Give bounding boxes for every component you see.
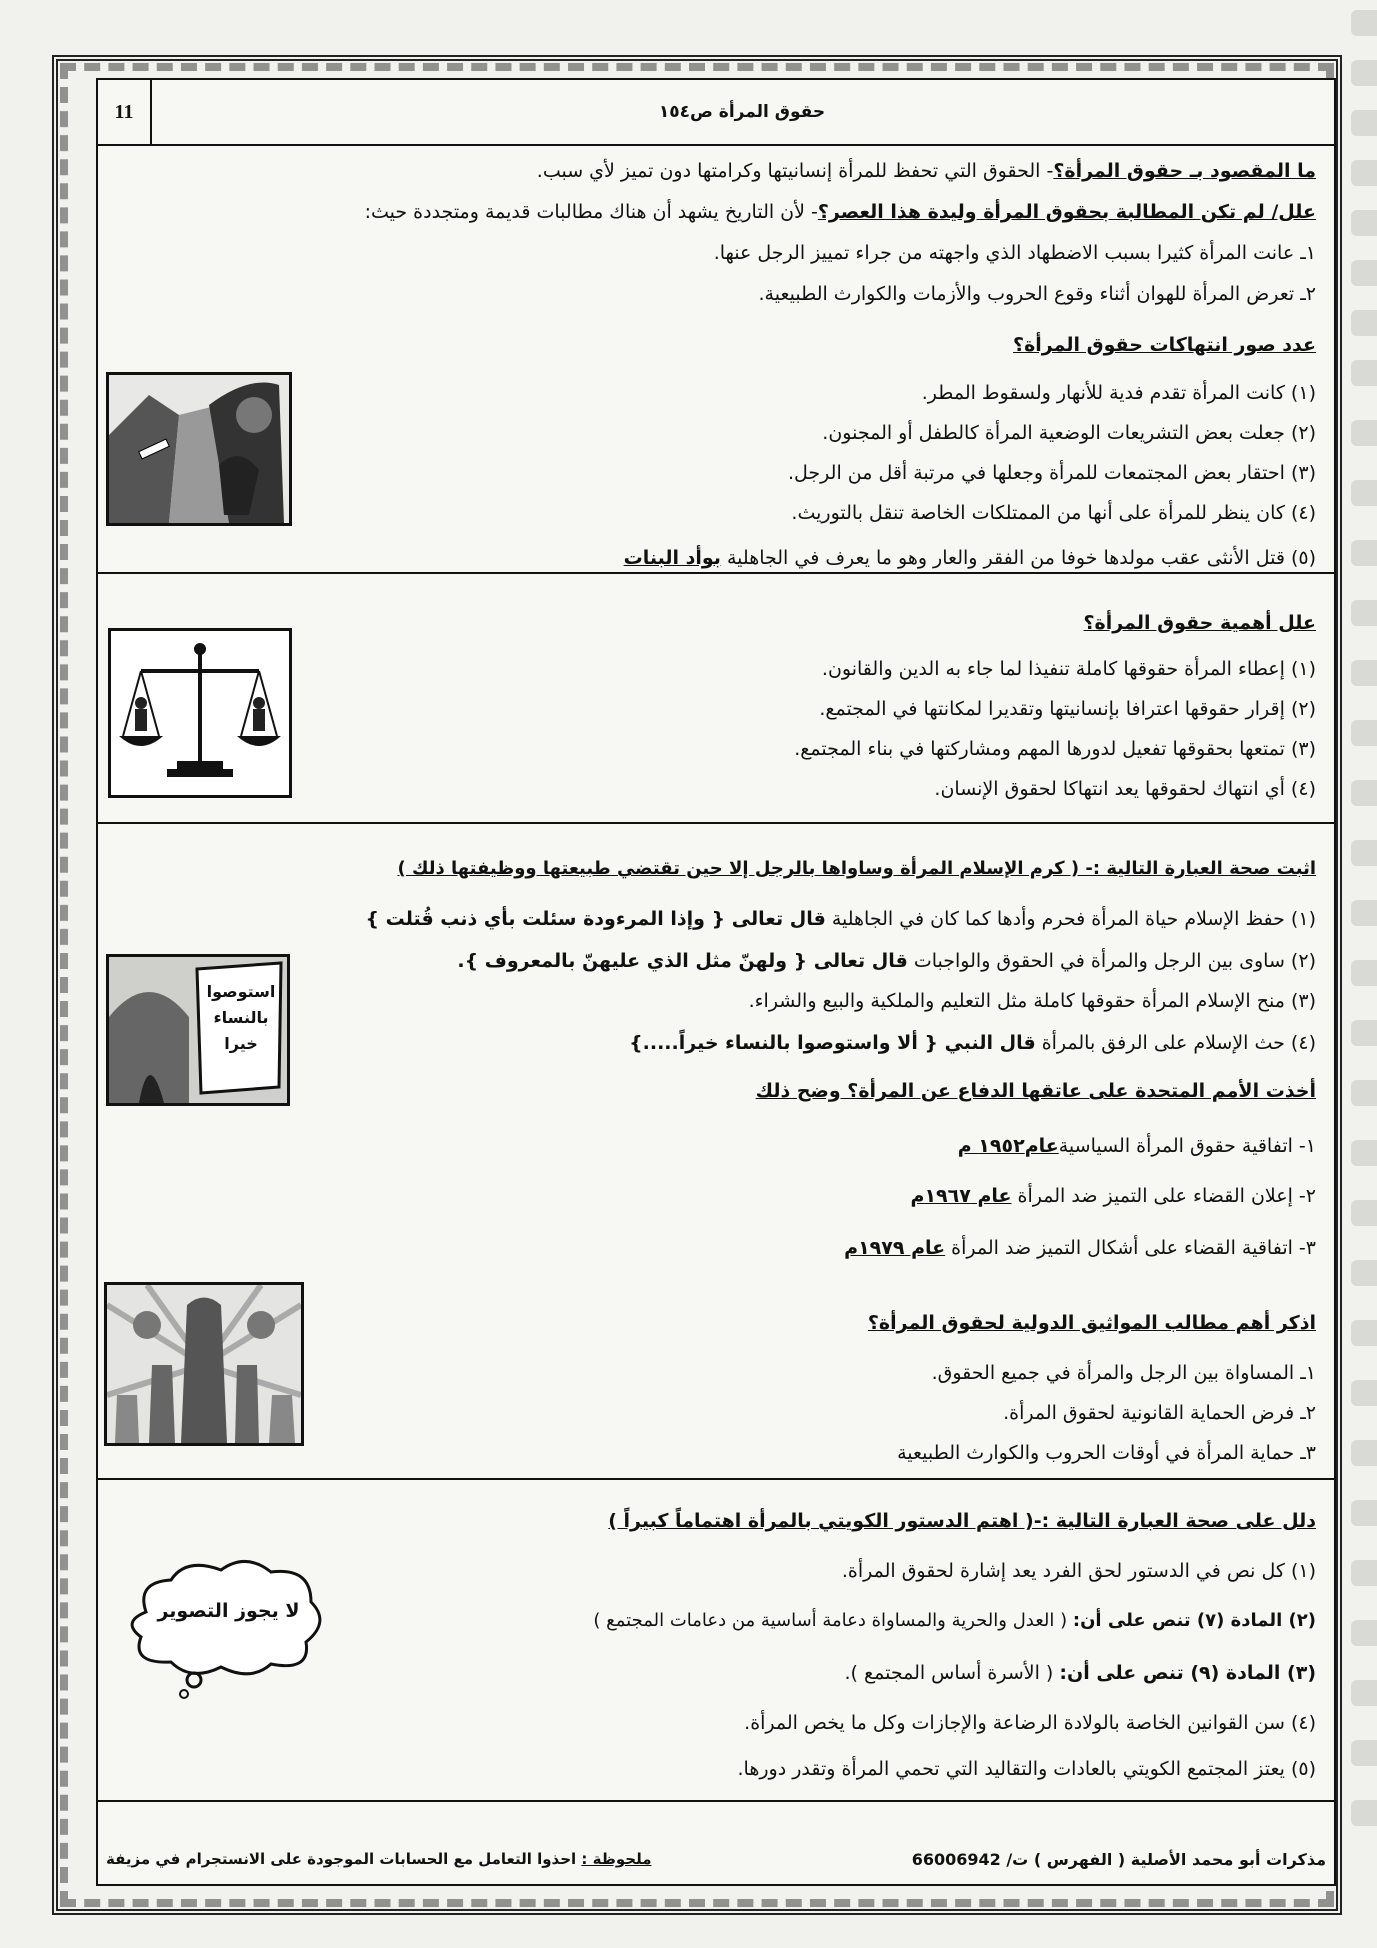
demands-question: اذكر أهم مطالب المواثيق الدولية لحقوق المرأة؟ xyxy=(867,1312,1316,1334)
page-header xyxy=(98,80,1334,146)
kuwait-item xyxy=(744,1710,1316,1736)
un-item-text: ٣- اتفاقية القضاء على أشكال التميز ضد المرأة xyxy=(951,1237,1316,1259)
kuwait-item-text: ( العدل والحرية والمساواة دعامة أساسية من دعامات المجتمع ) xyxy=(593,1610,1073,1631)
why-question: علل/ لم تكن المطالبة بحقوق المرأة وليدة هذا العصر؟ xyxy=(817,201,1316,223)
islam-item xyxy=(457,948,1316,974)
importance-item: (١) إعطاء المرأة حقوقها كاملة تنفيذا لما جاء به الدين والقانون. xyxy=(821,658,1316,680)
women-advice-sign-image xyxy=(106,954,290,1106)
un-question: أخذت الأمم المتحدة على عاتقها الدفاع عن المرأة؟ وضح ذلك xyxy=(755,1080,1316,1102)
importance-question: علل أهمية حقوق المرأة؟ xyxy=(1083,612,1316,634)
un-item xyxy=(911,1183,1316,1209)
kuwait-item-text: (٤) سن القوانين الخاصة بالولادة الرضاعة والإجازات وكل ما يخص المرأة. xyxy=(744,1712,1316,1734)
un-item xyxy=(958,1133,1316,1159)
un-item xyxy=(844,1235,1316,1261)
islam-item-quote: قال تعالى { وإذا المرءودة سئلت بأي ذنب قُتلت } xyxy=(365,908,826,930)
scales-of-justice-image xyxy=(108,628,292,798)
page-title: حقوق المرأة ص١٥٤ xyxy=(658,102,826,122)
un-item-text: ٢- إعلان القضاء على التميز ضد المرأة xyxy=(1017,1185,1316,1207)
importance-item: (٤) أي انتهاك لحقوقها يعد انتهاكا لحقوق الإنسان. xyxy=(934,778,1316,800)
kuwait-item-article: (٢) المادة (٧) تنص على أن: xyxy=(1072,1610,1316,1631)
definition-answer: - الحقوق التي تحفظ للمرأة إنسانيتها وكرامتها دون تميز لأي سبب. xyxy=(536,160,1054,182)
islam-item-quote: قال النبي { ألا واستوصوا بالنساء خيراً.....} xyxy=(629,1032,1036,1054)
kuwait-item xyxy=(842,1558,1316,1584)
intro-point: ١ـ عانت المرأة كثيرا بسبب الاضطهاد الذي واجهته من جراء تمييز الرجل عنها. xyxy=(713,242,1316,264)
violations-question: عدد صور انتهاكات حقوق المرأة؟ xyxy=(1013,334,1316,356)
un-item-year: عام ١٩٦٧م xyxy=(910,1185,1012,1207)
kuwait-item xyxy=(845,1660,1317,1686)
worksheet-page xyxy=(96,78,1336,1886)
violation-item-5 xyxy=(624,545,1316,571)
kuwait-item-text: ( الأسرة أساس المجتمع ). xyxy=(844,1662,1060,1684)
violation-item: (١) كانت المرأة تقدم فدية للأنهار ولسقوط المطر. xyxy=(921,382,1316,404)
footer-note xyxy=(106,1850,651,1868)
footer-note-label: ملحوظة : xyxy=(581,1850,652,1868)
sign-text: استوصوا بالنساء خيرا xyxy=(206,982,276,1053)
definition-line xyxy=(537,158,1316,184)
islam-item-text: (١) حفظ الإسلام حياة المرأة فحرم وأدها كما كان في الجاهلية xyxy=(831,908,1316,930)
islam-item-text: (٢) ساوى بين الرجل والمرأة في الحقوق والواجبات xyxy=(913,950,1316,972)
un-item-year: عام١٩٥٢ م xyxy=(957,1135,1059,1157)
binder-tabs xyxy=(1349,0,1377,1948)
kuwait-item xyxy=(738,1756,1316,1782)
islam-item xyxy=(749,988,1316,1014)
un-item-text: ١- اتفاقية حقوق المرأة السياسية xyxy=(1058,1135,1316,1157)
kuwait-item-article: (٣) المادة (٩) تنص على أن: xyxy=(1059,1662,1316,1684)
islam-item xyxy=(365,906,1316,932)
importance-item: (٢) إقرار حقوقها اعترافا بإنسانيتها وتقديرا لمكانتها في المجتمع. xyxy=(819,698,1316,720)
demand-item: ١ـ المساواة بين الرجل والمرأة في جميع الحقوق. xyxy=(931,1362,1316,1384)
demand-item: ٣ـ حماية المرأة في أوقات الحروب والكوارث الطبيعية xyxy=(897,1442,1316,1464)
intro-point: ٢ـ تعرض المرأة للهوان أثناء وقوع الحروب والأزمات والكوارث الطبيعية. xyxy=(758,283,1316,305)
islam-item-quote: قال تعالى { ولهنّ مثل الذي عليهنّ بالمعروف }. xyxy=(457,950,908,972)
violation-item: (٢) جعلت بعض التشريعات الوضعية المرأة كالطفل أو المجنون. xyxy=(822,422,1316,444)
women-group-image xyxy=(104,1282,304,1446)
why-line xyxy=(365,199,1316,225)
definition-question: ما المقصود بـ حقوق المرأة؟ xyxy=(1053,160,1316,182)
violation-item-5-text: (٥) قتل الأنثى عقب مولدها خوفا من الفقر والعار وهو ما يعرف في الجاهلية xyxy=(726,547,1316,569)
demand-item: ٢ـ فرض الحماية القانونية لحقوق المرأة. xyxy=(1003,1402,1316,1424)
why-answer: - لأن التاريخ يشهد أن هناك مطالبات قديمة ومتجددة حيث: xyxy=(364,201,818,223)
violation-item-5-term: بوأد البنات xyxy=(623,547,721,569)
page-number: 11 xyxy=(98,80,152,144)
violation-item: (٣) احتقار بعض المجتمعات للمرأة وجعلها في مرتبة أقل من الرجل. xyxy=(788,462,1316,484)
importance-item: (٣) تمتعها بحقوقها تفعيل لدورها المهم ومشاركتها في بناء المجتمع. xyxy=(794,738,1316,760)
violation-item: (٤) كان ينظر للمرأة على أنها من الممتلكات الخاصة تنقل بالتوريث. xyxy=(791,502,1316,524)
un-item-year: عام ١٩٧٩م xyxy=(844,1237,946,1259)
kuwait-item-text: (٥) يعتز المجتمع الكويتي بالعادات والتقاليد التي تحمي المرأة وتقدر دورها. xyxy=(737,1758,1316,1780)
cloud-text: لا يجوز التصوير xyxy=(157,1600,300,1622)
footer-note-text: احذوا التعامل مع الحسابات الموجودة على الانستجرام في مزيفة xyxy=(106,1850,582,1868)
kuwait-item-text: (١) كل نص في الدستور لحق الفرد يعد إشارة لحقوق المرأة. xyxy=(841,1560,1316,1582)
islam-item xyxy=(629,1030,1316,1056)
islam-question: اثبت صحة العبارة التالية :- ( كرم الإسلام المرأة وساواها بالرجل إلا حين تقتضي طبيعتها ووظيفتها ذلك ) xyxy=(397,858,1316,879)
page-footer xyxy=(98,1850,1334,1880)
footer-contact: مذكرات أبو محمد الأصلية ( الفهرس ) ت/ 66006942 xyxy=(911,1850,1326,1869)
no-copy-cloud xyxy=(116,1552,336,1702)
kuwait-item xyxy=(593,1608,1316,1634)
islam-item-text: (٣) منح الإسلام المرأة حقوقها كاملة مثل التعليم والملكية والبيع والشراء. xyxy=(748,990,1316,1012)
oppression-cartoon-image xyxy=(106,372,292,526)
islam-item-text: (٤) حث الإسلام على الرفق بالمرأة xyxy=(1041,1032,1316,1054)
kuwait-question: دلل على صحة العبارة التالية :-( اهتم الدستور الكويتي بالمرأة اهتماماً كبيراً ) xyxy=(608,1510,1316,1532)
